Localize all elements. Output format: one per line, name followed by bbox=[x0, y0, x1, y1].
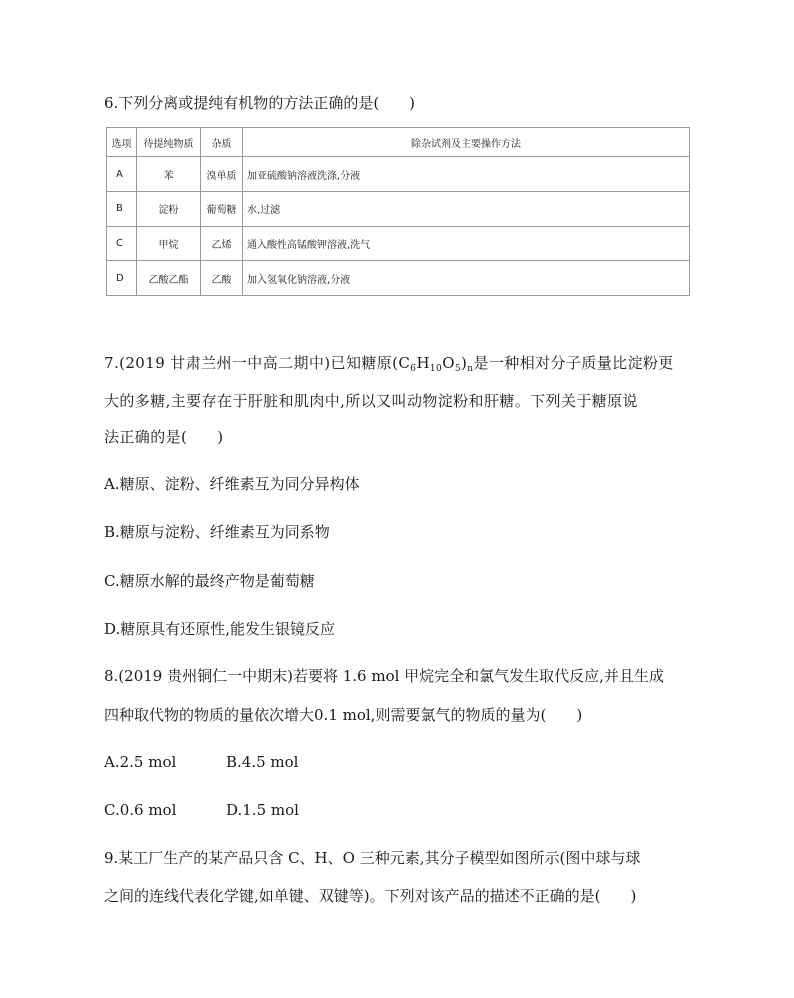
question-7-line-3: 法正确的是( ) bbox=[104, 428, 224, 446]
question-8-option-d[interactable]: D.1.5 mol bbox=[226, 801, 299, 819]
table-cell: 甲烷 bbox=[137, 226, 201, 261]
question-7-line-2: 大的多糖,主要存在于肝脏和肌肉中,所以又叫动物淀粉和肝糖。下列关于糖原说 bbox=[104, 392, 638, 410]
table-cell: 加亚硫酸钠溶液洗涤,分液 bbox=[243, 157, 690, 192]
question-9-line-1: 9.某工厂生产的某产品只含 C、H、O 三种元素,其分子模型如图所示(图中球与球 bbox=[104, 849, 641, 867]
table-cell: 淀粉 bbox=[137, 192, 201, 227]
table-cell: 通入酸性高锰酸钾溶液,洗气 bbox=[243, 226, 690, 261]
question-8-line-1: 8.(2019 贵州铜仁一中期末)若要将 1.6 mol 甲烷完全和氯气发生取代反应,并且生成 bbox=[104, 667, 664, 685]
question-9-line-2: 之间的连线代表化学键,如单键、双键等)。下列对该产品的描述不正确的是( ) bbox=[104, 887, 637, 905]
table-cell: 乙酸 bbox=[201, 261, 243, 296]
table-cell: 加入氢氧化钠溶液,分液 bbox=[243, 261, 690, 296]
question-8-option-b[interactable]: B.4.5 mol bbox=[226, 753, 299, 771]
question-7-option-d[interactable]: D.糖原具有还原性,能发生银镜反应 bbox=[104, 620, 336, 638]
table-header-cell: 除杂试剂及主要操作方法 bbox=[243, 128, 690, 157]
question-6-stem: 6.下列分离或提纯有机物的方法正确的是( ) bbox=[104, 94, 416, 112]
table-header-row bbox=[107, 128, 690, 157]
table-row bbox=[107, 192, 690, 227]
table-row bbox=[107, 261, 690, 296]
question-8-option-c[interactable]: C.0.6 mol bbox=[104, 801, 177, 819]
separation-methods-table bbox=[106, 127, 690, 296]
table-cell: 溴单质 bbox=[201, 157, 243, 192]
table-cell: B bbox=[107, 192, 137, 227]
question-8-line-2: 四种取代物的物质的量依次增大0.1 mol,则需要氯气的物质的量为( ) bbox=[104, 706, 583, 724]
question-8-option-a[interactable]: A.2.5 mol bbox=[104, 753, 177, 771]
table-cell: 水,过滤 bbox=[243, 192, 690, 227]
table-header-cell: 待提纯物质 bbox=[137, 128, 201, 157]
table-cell: A bbox=[107, 157, 137, 192]
table-cell: D bbox=[107, 261, 137, 296]
table-row bbox=[107, 157, 690, 192]
table-cell: 乙烯 bbox=[201, 226, 243, 261]
question-7-option-a[interactable]: A.糖原、淀粉、纤维素互为同分异构体 bbox=[104, 475, 360, 493]
table-cell: 苯 bbox=[137, 157, 201, 192]
table-row bbox=[107, 226, 690, 261]
question-7-option-c[interactable]: C.糖原水解的最终产物是葡萄糖 bbox=[104, 572, 315, 590]
table-cell: 乙酸乙酯 bbox=[137, 261, 201, 296]
table-cell: 葡萄糖 bbox=[201, 192, 243, 227]
table-header-cell: 杂质 bbox=[201, 128, 243, 157]
table-header-cell: 选项 bbox=[107, 128, 137, 157]
question-7-line-1: 7.(2019 甘肃兰州一中高二期中)已知糖原$(C_6H_{10}O_5)_n$是一种相对分子质量比淀粉更 bbox=[104, 354, 674, 374]
question-7-option-b[interactable]: B.糖原与淀粉、纤维素互为同系物 bbox=[104, 523, 330, 541]
table-cell: C bbox=[107, 226, 137, 261]
